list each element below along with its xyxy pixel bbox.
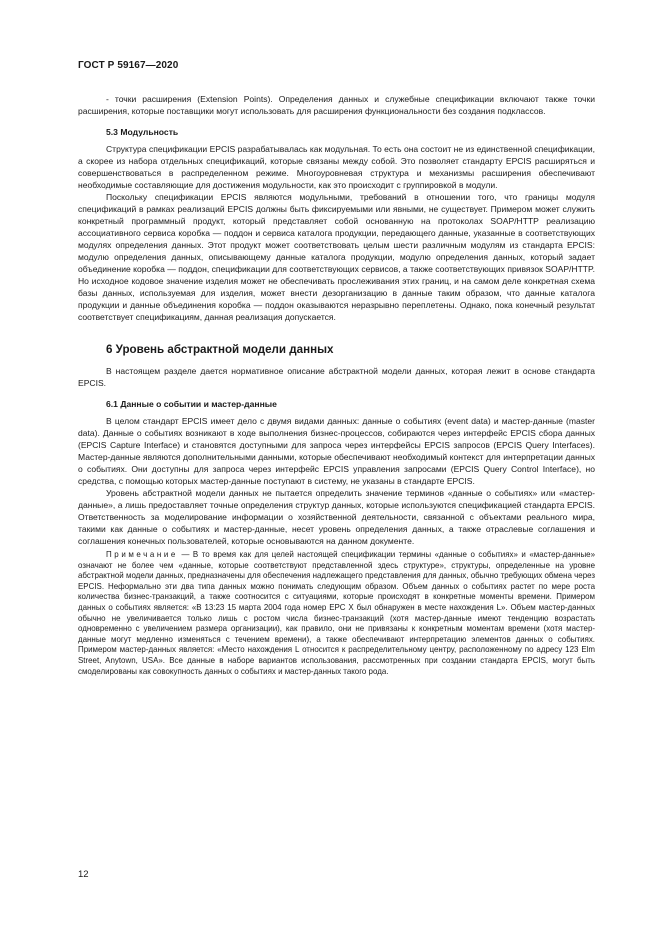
paragraph-event-master-data-1: В целом стандарт EPCIS имеет дело с двумя видами данных: данные о событиях (event data) и мастер-данные (master data). Данные о событиях возникают в ходе выполнения бизнес-процессов, собираются через интерфейс EPCIS сбора данных (EPCIS Capture Interface) и становятся доступными для запроса через интерфейсы EPCIS запросов (EPCIS Query Interfaces). Мастер-данные являются дополнительными данными, которые обеспечивают необходимый контекст для интерпретации данных о событиях. Они доступны для запроса через интерфейс EPCIS управления запросами (EPCIS Query Control Interface), но средства, с помощью которых мастер-данные поступают в систему, не указаны в стандарте EPCIS. bbox=[78, 416, 595, 486]
note-label: Примечание bbox=[106, 550, 178, 559]
page-content bbox=[78, 93, 595, 685]
page-number: 12 bbox=[78, 869, 89, 880]
paragraph-modularity-2: Поскольку спецификации EPCIS являются модульными, требований в отношении того, что границы модуля спецификаций в рамках реализаций EPCIS должны быть фиксируемыми или явными, не существует. Примером может служить конкретный программный продукт, который представляет собой основанную на протоколах SOAP/HTTP реализацию ассоциативного сервиса коробка — поддон и сервиса каталога продукции, передающего данные, указанные в соответствующих модулях определения данных. Этот продукт может соответствовать целым шести различным модулям из стандарта EPCIS: модулю определения данных, описывающему данные каталога продукции, модулю определения данных, который задает объединение коробка — поддон, спецификации для соответствующих сервисов, а также соответствующих привязок SOAP/HTTP. Но исходное кодовое значение изделия может не обеспечивать прослеживания этих границ, и на самом деле конкретная схема базы данных, используемая для изделия, может внести дезорганизацию в данные таким образом, что данные каталога продукции и данные объединения коробка — поддон оказываются неразрывно переплетены. Однако, пока конечный результат соответствует спецификациям, данная реализация допускается. bbox=[78, 192, 595, 322]
paragraph-section-6-intro: В настоящем разделе дается нормативное описание абстрактной модели данных, которая лежит в основе стандарта EPCIS. bbox=[78, 366, 595, 388]
document-header: ГОСТ Р 59167—2020 bbox=[78, 60, 179, 71]
heading-6: 6 Уровень абстрактной модели данных bbox=[106, 343, 334, 356]
paragraph-extension-points: - точки расширения (Extension Points). Определения данных и служебные спецификации включают также точки расширения, которые поставщики могут использовать для расширения функциональности без создания подклассов. bbox=[78, 94, 595, 116]
paragraph-modularity-1: Структура спецификации EPCIS разрабатывалась как модульная. То есть она состоит не из единственной спецификации, а скорее из набора отдельных спецификаций, которые связаны между собой. Это позволяет стандарту EPCIS расширяться и совершенствоваться в распределенном режиме. Многоуровневая структура и механизмы расширения обеспечивают необходимые составляющие для достижения модульности, как это происходит с группировкой в модули. bbox=[78, 144, 595, 190]
paragraph-event-master-data-2: Уровень абстрактной модели данных не пытается определить значение терминов «данные о событиях» или «мастер-данные», а лишь предоставляет точные определения структур данных, которые используются спецификацией стандарта EPCIS. Ответственность за моделирование информации о хозяйственной деятельности, связанной с объектами реального мира, такими как данные о событиях и мастер-данные, несет уровень определения данных, а также отраслевые соглашения и соглашения конечных пользователей, которые основываются на данном документе. bbox=[78, 488, 595, 546]
note-text: — В то время как для целей настоящей спецификации термины «данные о событиях» и «мастер-данные» означают не более чем «данные, которые соответствуют представленной здесь структуре», структуры, определенные на уровне абстрактной модели данных, предназначены для обеспечения надлежащего представления для данных, обычно требующих обмена через EPCIS. Неформально эти два типа данных можно понимать следующим образом. Объем данных о событиях растет по мере роста количества бизнес-транзакций, а также соотносится с ситуациями, которые происходят в конкретные моменты времени. Примером данных о событиях является: «В 13:23 15 марта 2004 года номер EPC X был обнаружен в месте нахождения L». Объем мастер-данных обычно не увеличивается только лишь с ростом числа бизнес-транзакций (хотя мастер-данные имеют тенденцию возрастать одновременно с увеличением размера организации), как правило, они не привязаны к конкретным моментам времени (хотя мастер-данные могут медленно изменяться с течением времени), а также обеспечивают интерпретацию элементов данных о событиях. Примером мастер-данных является: «Место нахождения L относится к распределительному центру, расположенному по адресу 123 Elm Street, Anytown, USA». Все данные в наборе вариантов использования, рассмотренных при создании стандарта EPCIS, могут быть смоделированы как совокупность данных о событиях и мастер-данных такого рода. bbox=[78, 550, 595, 676]
note-block bbox=[78, 550, 595, 677]
heading-5-3: 5.3 Модульность bbox=[106, 127, 179, 137]
heading-6-1: 6.1 Данные о событии и мастер-данные bbox=[106, 399, 277, 409]
